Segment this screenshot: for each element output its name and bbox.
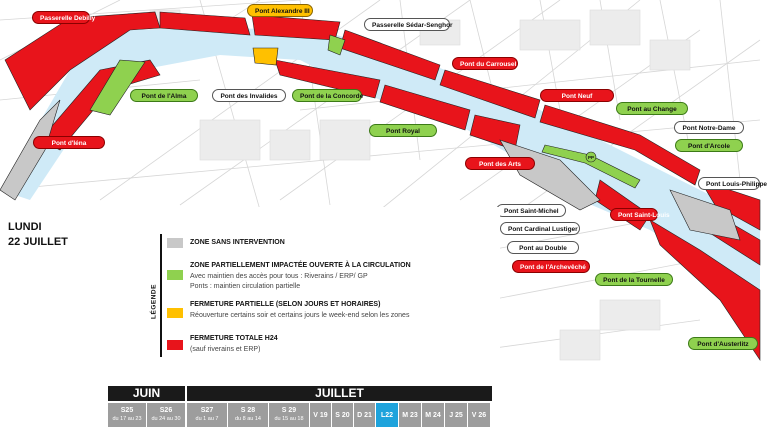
day-weekday: LUNDI bbox=[8, 221, 42, 233]
cell-sub: du 24 au 30 bbox=[151, 416, 181, 422]
week-cell-s29[interactable] bbox=[269, 403, 309, 427]
label-pont-au-double: Pont au Double bbox=[507, 241, 579, 254]
day-cell-d21[interactable] bbox=[354, 403, 375, 427]
week-cell-s28[interactable] bbox=[228, 403, 268, 427]
label-pont-des-arts: Pont des Arts bbox=[465, 157, 535, 170]
day-date: 22 JUILLET bbox=[8, 236, 68, 248]
legend-desc2-green: Ponts : maintien circulation partielle bbox=[190, 283, 301, 290]
label-pont-de-l-alma: Pont de l'Alma bbox=[130, 89, 198, 102]
week-cell-s26[interactable] bbox=[147, 403, 185, 427]
cell-label: D 21 bbox=[357, 412, 372, 419]
day-heading bbox=[8, 220, 68, 250]
month-juillet: JUILLET bbox=[187, 386, 492, 401]
label-pont-d-austerlitz: Pont d'Austerlitz bbox=[688, 337, 758, 350]
label-pont-cardinal-lustiger: Pont Cardinal Lustiger bbox=[500, 222, 580, 235]
cell-sub: du 17 au 23 bbox=[112, 416, 142, 422]
label-pont-du-carrousel: Pont du Carrousel bbox=[452, 57, 518, 70]
cell-label: M 24 bbox=[425, 412, 441, 419]
label-pont-louis-philippe: Pont Louis-Philippe bbox=[698, 177, 760, 190]
cell-label: J 25 bbox=[449, 412, 463, 419]
legend-divider bbox=[160, 234, 162, 357]
label-pont-de-l-archeveche: Pont de l'Archevêché bbox=[512, 260, 590, 273]
legend-desc-red: (sauf riverains et ERP) bbox=[190, 346, 261, 353]
cell-label: V 26 bbox=[471, 412, 487, 419]
legend-swatch-green bbox=[167, 270, 183, 280]
cell-label: S25 bbox=[120, 407, 134, 414]
legend-desc-green: Avec maintien des accès pour tous : Riverains / ERP/ GP bbox=[190, 273, 368, 280]
legend-title-red: FERMETURE TOTALE H24 bbox=[190, 335, 278, 342]
cell-label: M 23 bbox=[402, 412, 418, 419]
label-pont-saint-michel: Pont Saint-Michel bbox=[496, 204, 566, 217]
week-cell-s25[interactable] bbox=[108, 403, 146, 427]
label-pont-d-iena: Pont d'Iéna bbox=[33, 136, 105, 149]
label-pont-alexandre-iii: Pont Alexandre III bbox=[247, 4, 313, 17]
day-cell-v26[interactable] bbox=[468, 403, 490, 427]
day-cell-l22-active[interactable] bbox=[376, 403, 398, 427]
legend-swatch-yellow bbox=[167, 308, 183, 318]
cell-label: S27 bbox=[200, 407, 214, 414]
day-cell-s20[interactable] bbox=[332, 403, 353, 427]
label-pont-royal: Pont Royal bbox=[369, 124, 437, 137]
legend-swatch-gray bbox=[167, 238, 183, 248]
legend-heading: LÉGENDE bbox=[150, 284, 158, 319]
week-cell-s27[interactable] bbox=[187, 403, 227, 427]
pp-badge-text: PP bbox=[587, 155, 595, 160]
label-pont-des-invalides: Pont des Invalides bbox=[212, 89, 286, 102]
label-pont-debilly: Passerelle Debilly bbox=[32, 11, 90, 24]
legend-swatch-red bbox=[167, 340, 183, 350]
cell-label: S26 bbox=[159, 407, 173, 414]
label-pont-de-la-concorde: Pont de la Concorde bbox=[292, 89, 362, 102]
cell-label: V 19 bbox=[313, 412, 328, 419]
label-pont-de-la-tournelle: Pont de la Tournelle bbox=[595, 273, 673, 286]
label-passerelle-senghor: Passerelle Sédar-Senghor bbox=[364, 18, 450, 31]
cell-sub: du 15 au 18 bbox=[274, 416, 304, 422]
cell-sub: du 1 au 7 bbox=[195, 416, 219, 422]
label-pont-neuf: Pont Neuf bbox=[540, 89, 614, 102]
cell-label: S 20 bbox=[335, 412, 350, 419]
zone-yellow-alexandre bbox=[253, 48, 278, 65]
cell-label: S 29 bbox=[281, 407, 297, 414]
day-cell-v19[interactable] bbox=[310, 403, 331, 427]
month-juin: JUIN bbox=[108, 386, 185, 401]
legend-title-gray: ZONE SANS INTERVENTION bbox=[190, 239, 285, 246]
cell-label: S 28 bbox=[240, 407, 256, 414]
label-pont-au-change: Pont au Change bbox=[616, 102, 688, 115]
legend-desc-yellow: Réouverture certains soir et certains jours le week-end selon les zones bbox=[190, 312, 410, 319]
label-pont-saint-louis: Pont Saint-Louis bbox=[610, 208, 658, 221]
cell-sub: du 8 au 14 bbox=[235, 416, 261, 422]
label-pont-d-arcole: Pont d'Arcole bbox=[675, 139, 743, 152]
legend-title-green: ZONE PARTIELLEMENT IMPACTÉE OUVERTE À LA CIRCULATION bbox=[190, 262, 411, 269]
label-pont-notre-dame: Pont Notre-Dame bbox=[674, 121, 744, 134]
day-cell-m23[interactable] bbox=[399, 403, 421, 427]
cell-label: L22 bbox=[380, 412, 394, 419]
legend-title-yellow: FERMETURE PARTIELLE (SELON JOURS ET HORAIRES) bbox=[190, 301, 381, 308]
day-cell-j25[interactable] bbox=[445, 403, 467, 427]
day-cell-m24[interactable] bbox=[422, 403, 444, 427]
